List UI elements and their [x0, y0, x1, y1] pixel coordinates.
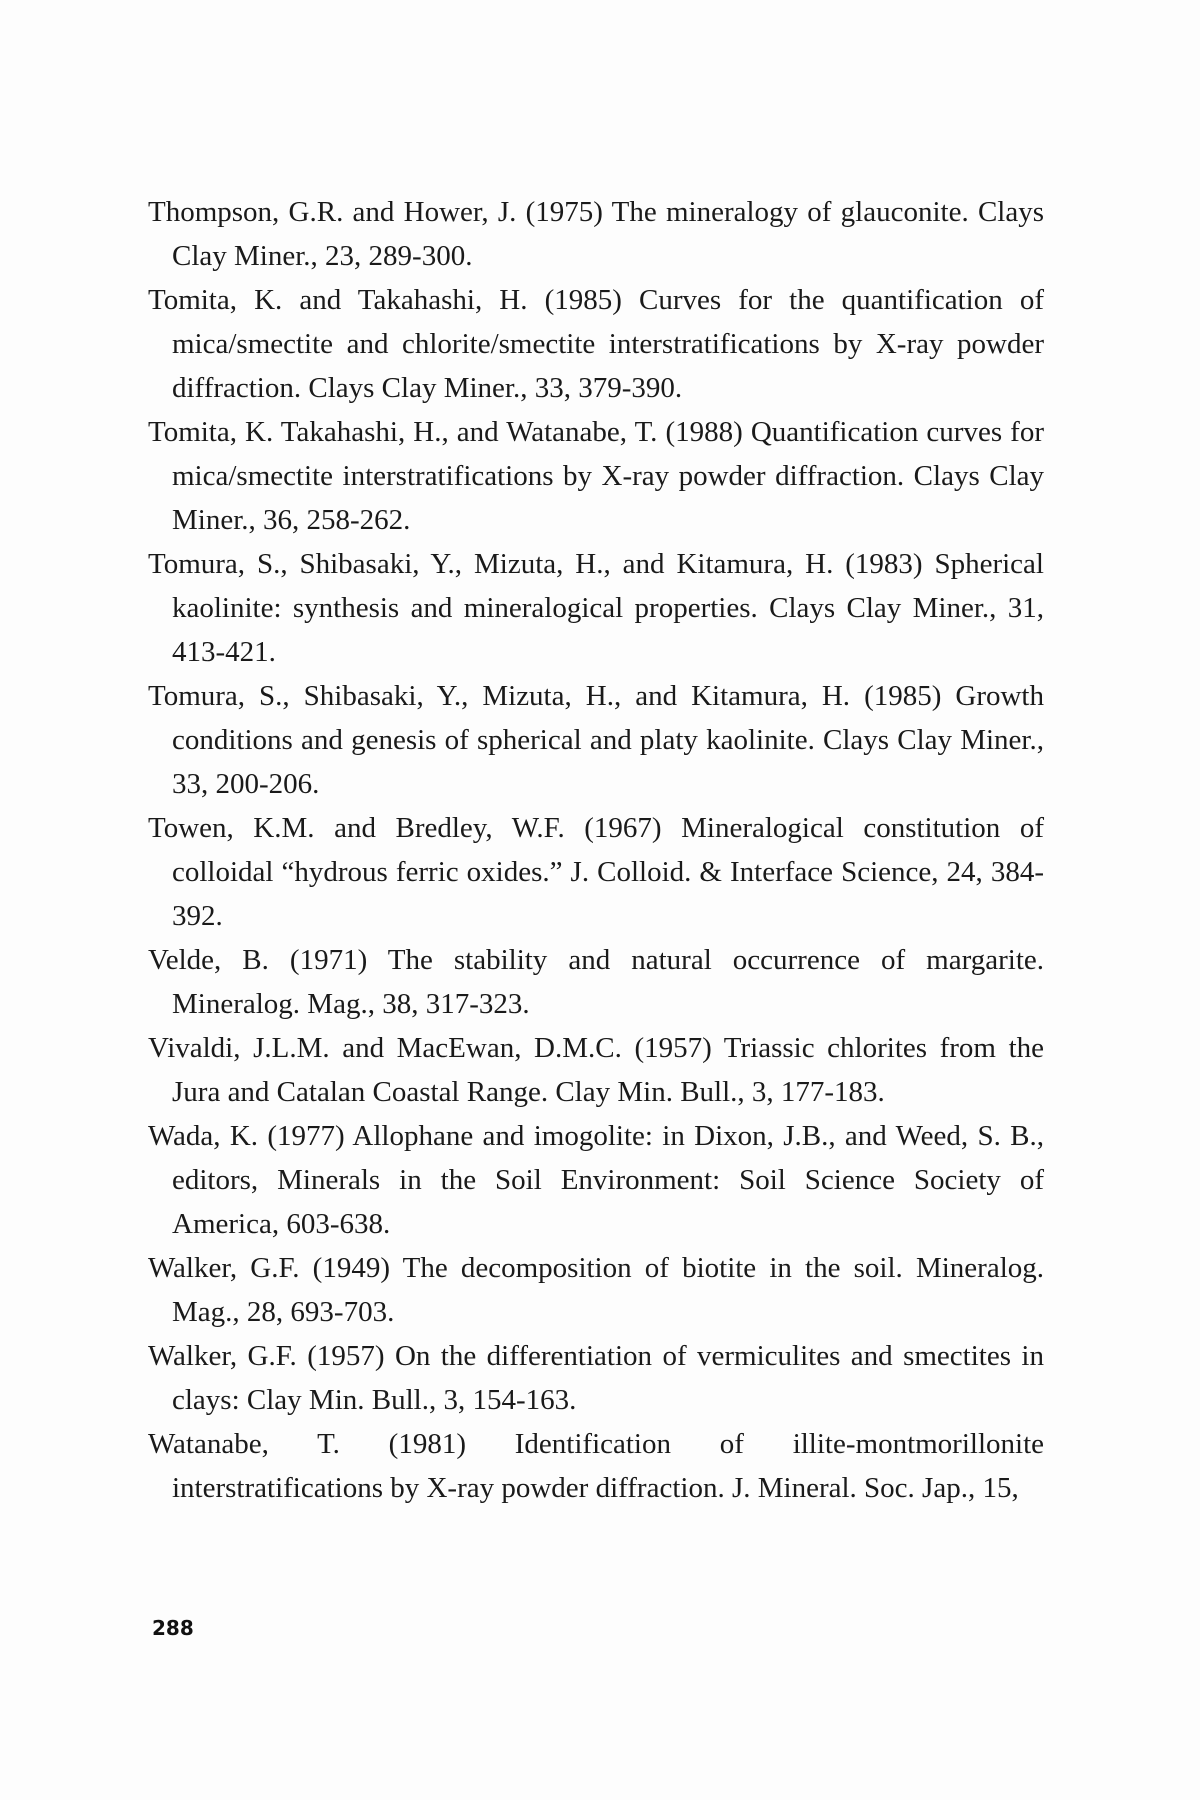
reference-entry: Walker, G.F. (1957) On the differentiation of vermiculites and smectites in clays: Clay Min. Bull., 3, 154-163. — [148, 1340, 1044, 1416]
reference-entry: Tomita, K. Takahashi, H., and Watanabe, T. (1988) Quantification curves for mica/smectite interstratifications by X-ray powder diffraction. Clays Clay Miner., 36, 258-262. — [148, 416, 1044, 536]
reference-entry: Vivaldi, J.L.M. and MacEwan, D.M.C. (1957) Triassic chlorites from the Jura and Catalan Coastal Range. Clay Min. Bull., 3, 177-183. — [148, 1032, 1044, 1108]
reference-entry: Velde, B. (1971) The stability and natural occurrence of margarite. Mineralog. Mag., 38, 317-323. — [148, 944, 1044, 1020]
reference-entry: Tomura, S., Shibasaki, Y., Mizuta, H., and Kitamura, H. (1985) Growth conditions and genesis of spherical and platy kaolinite. Clays Clay Miner., 33, 200-206. — [148, 680, 1044, 800]
page-number: 288 — [152, 1616, 194, 1640]
reference-entry: Wada, K. (1977) Allophane and imogolite: in Dixon, J.B., and Weed, S. B., editors, Minerals in the Soil Environment: Soil Science Society of America, 603-638. — [148, 1120, 1044, 1240]
reference-entry: Watanabe, T. (1981) Identification of illite-montmorillonite interstratifications by X-ray powder diffraction. J. Mineral. Soc. Jap., 15, — [148, 1428, 1044, 1504]
reference-list — [148, 190, 1044, 1510]
reference-entry: Towen, K.M. and Bredley, W.F. (1967) Mineralogical constitution of colloidal “hydrous ferric oxides.” J. Colloid. & Interface Science, 24, 384-392. — [148, 812, 1044, 932]
reference-entry: Tomura, S., Shibasaki, Y., Mizuta, H., and Kitamura, H. (1983) Spherical kaolinite: synthesis and mineralogical properties. Clays Clay Miner., 31, 413-421. — [148, 548, 1044, 668]
reference-entry: Thompson, G.R. and Hower, J. (1975) The mineralogy of glauconite. Clays Clay Miner., 23, 289-300. — [148, 196, 1044, 272]
reference-entry: Walker, G.F. (1949) The decomposition of biotite in the soil. Mineralog. Mag., 28, 693-703. — [148, 1252, 1044, 1328]
reference-entry: Tomita, K. and Takahashi, H. (1985) Curves for the quantification of mica/smectite and chlorite/smectite interstratifications by X-ray powder diffraction. Clays Clay Miner., 33, 379-390. — [148, 284, 1044, 404]
